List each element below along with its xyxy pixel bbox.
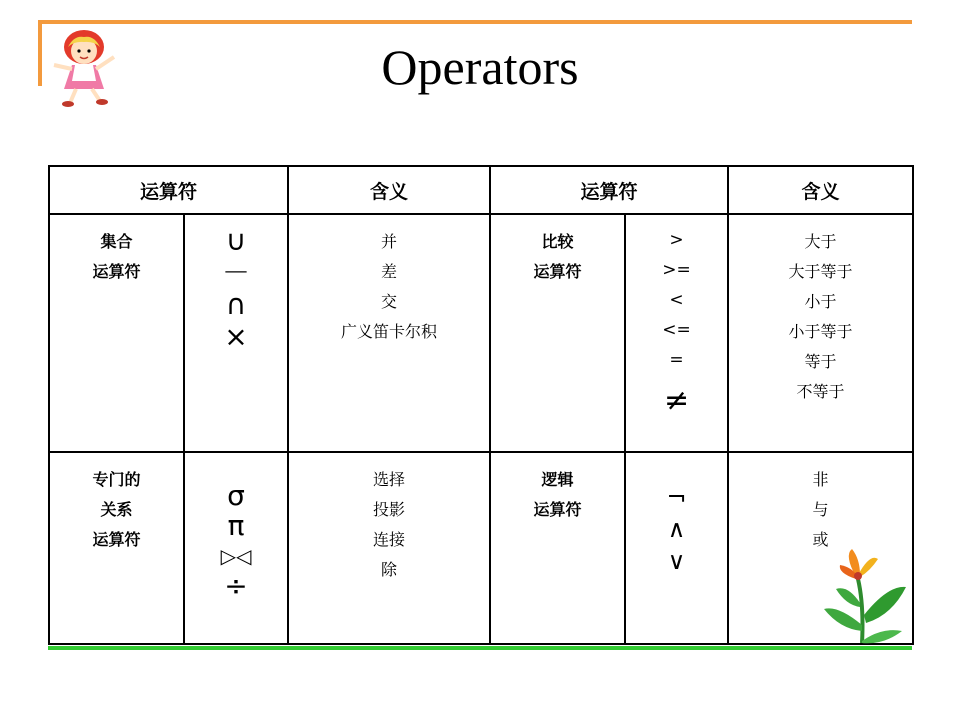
top-accent-bar — [40, 20, 912, 24]
and-symbol: ∧ — [667, 515, 686, 543]
bottom-accent-bar — [48, 646, 912, 650]
category-compare-operators — [490, 214, 625, 452]
category-line: 关系 — [100, 500, 133, 519]
table-row — [49, 214, 913, 452]
meaning-line: 选择 — [373, 470, 406, 489]
less-symbol: < — [669, 290, 684, 310]
set-operator-symbols — [184, 214, 288, 452]
meaning-line: 小于 — [804, 292, 837, 311]
category-logic-operators — [490, 452, 625, 644]
not-equal-symbol: ≠ — [663, 383, 690, 418]
meaning-line: 大于 — [804, 232, 837, 251]
meaning-line: 小于等于 — [788, 322, 853, 341]
logic-operator-symbols — [625, 452, 728, 644]
category-line: 比较 — [541, 232, 574, 251]
relation-operator-meanings — [288, 452, 490, 644]
intersection-symbol: ∩ — [225, 288, 247, 321]
meaning-line: 差 — [381, 262, 398, 281]
greater-symbol: > — [669, 230, 684, 250]
projection-symbol: π — [227, 509, 245, 542]
category-line: 运算符 — [533, 262, 582, 281]
category-line: 运算符 — [533, 500, 582, 519]
category-line: 专门的 — [92, 470, 141, 489]
meaning-line: 广义笛卡尔积 — [341, 322, 438, 341]
meaning-line: 除 — [381, 560, 398, 579]
category-set-operators — [49, 214, 184, 452]
or-symbol: ∨ — [667, 547, 686, 575]
operators-table — [48, 165, 914, 645]
table-header-row — [49, 166, 913, 214]
header-meaning-2: 含义 — [728, 166, 913, 214]
meaning-line: 并 — [381, 232, 398, 251]
category-line: 运算符 — [92, 262, 141, 281]
meaning-line: 等于 — [804, 352, 837, 371]
meaning-line: 不等于 — [796, 382, 845, 401]
union-symbol: ∪ — [225, 224, 247, 257]
category-relation-operators — [49, 452, 184, 644]
equal-symbol: = — [669, 350, 684, 370]
flower-image — [818, 545, 912, 645]
meaning-line: 投影 — [373, 500, 406, 519]
compare-operator-meanings — [728, 214, 913, 452]
table-row — [49, 452, 913, 644]
meaning-line: 交 — [381, 292, 398, 311]
header-operator-2: 运算符 — [490, 166, 728, 214]
slide-title: Operators — [381, 39, 579, 95]
set-operator-meanings — [288, 214, 490, 452]
not-symbol: ¬ — [666, 483, 687, 511]
relation-operator-symbols — [184, 452, 288, 644]
meaning-line: 连接 — [373, 530, 406, 549]
cartesian-product-symbol: × — [224, 320, 248, 353]
meaning-line: 或 — [812, 530, 829, 549]
meaning-line: 大于等于 — [788, 262, 853, 281]
header-operator-1: 运算符 — [49, 166, 288, 214]
category-line: 逻辑 — [541, 470, 574, 489]
category-line: 运算符 — [92, 530, 141, 549]
difference-symbol: － — [222, 256, 251, 289]
header-meaning-1: 含义 — [288, 166, 490, 214]
compare-operator-symbols — [625, 214, 728, 452]
less-equal-symbol: <= — [662, 320, 691, 340]
greater-equal-symbol: >= — [662, 260, 691, 280]
division-symbol: ÷ — [224, 569, 248, 602]
category-line: 集合 — [100, 232, 133, 251]
join-symbol: ▷◁ — [220, 544, 252, 568]
meaning-line: 与 — [812, 500, 829, 519]
selection-symbol: σ — [227, 479, 245, 512]
meaning-line: 非 — [812, 470, 829, 489]
